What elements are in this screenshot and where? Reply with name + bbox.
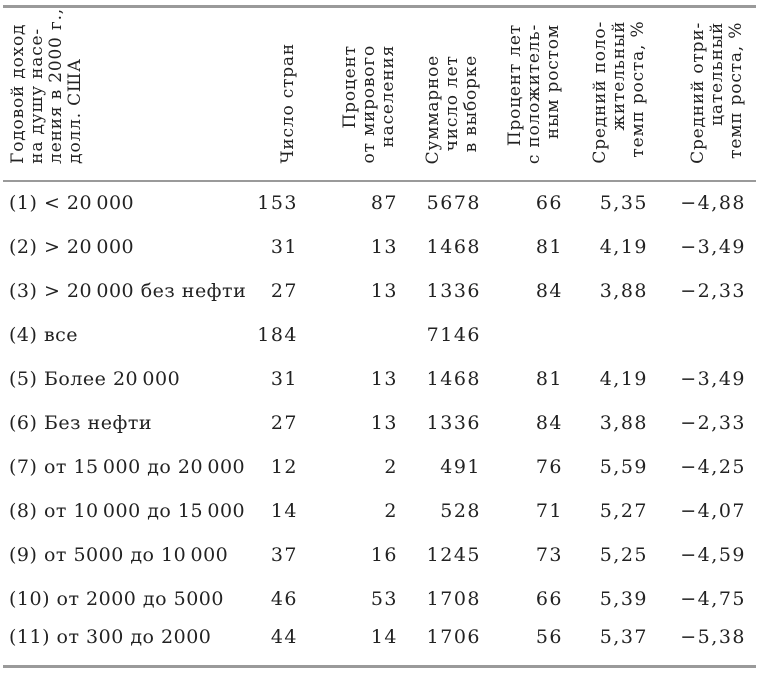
column-header-line: Средний отри- [688,22,708,164]
column-header-pct-years-positive-growth [491,8,573,181]
table-cell: 13 [370,235,398,258]
table-cell: 66 [535,587,563,610]
table-cell: 1708 [426,587,481,610]
table-cell: 66 [535,192,563,215]
table-cell: 4,19 [599,367,648,390]
table-cell: 1468 [426,235,481,258]
row-label: (5) Более 20 000 [9,367,181,390]
table-row [3,357,756,401]
table-cell: 27 [270,279,298,302]
table-cell: 12 [270,455,298,478]
table-row [3,401,756,445]
rotated-header-text [424,55,481,164]
column-header-avg-positive-growth-rate [573,8,658,181]
data-table [3,8,756,665]
table-cell: −2,33 [680,411,746,434]
table-cell: 184 [257,323,298,346]
table-row [3,577,756,621]
row-label: (3) > 20 000 без нефти [9,279,247,302]
table-cell: 5,37 [599,625,648,648]
table-cell: −4,07 [680,499,746,522]
table-cell: 3,88 [599,411,648,434]
row-label: (6) Без нефти [9,411,153,434]
table-row [3,621,756,665]
table-cell: 13 [370,279,398,302]
row-label: (10) от 2000 до 5000 [9,587,224,610]
table-cell: −4,25 [680,455,746,478]
column-header-line: жительный [609,21,629,132]
table-cell: 5,39 [599,587,648,610]
table-cell: −5,38 [680,625,746,648]
table-cell: 46 [270,587,298,610]
table-cell: −4,75 [680,587,746,610]
table-cell: 14 [270,499,298,522]
column-header-num-countries [248,8,308,181]
rotated-header-text [591,21,648,164]
rotated-header-text [9,8,85,164]
table-cell: 1245 [426,543,481,566]
row-label: (1) < 20 000 [9,192,135,215]
table-cell: 153 [257,192,298,215]
table-row [3,225,756,269]
income-growth-table [3,5,756,668]
column-header-line: населения [378,45,398,148]
column-header-line: Число стран [278,43,298,164]
table-cell: 37 [270,543,298,566]
table-cell: 5,25 [599,543,648,566]
table-cell: 1336 [426,279,481,302]
table-row [3,181,756,225]
table-cell: 1468 [426,367,481,390]
column-header-line: число лет [442,54,462,151]
table-cell: 44 [270,625,298,648]
table-cell [308,313,408,357]
rotated-header-text [279,43,298,164]
column-header-pct-world-population [308,8,408,181]
rotated-header-text [689,22,746,164]
table-cell: 5,27 [599,499,648,522]
table-cell: 5678 [426,192,481,215]
column-header-line: долл. США [65,58,85,164]
column-header-line: ления в 2000 г., [46,8,66,164]
table-row [3,489,756,533]
row-label: (2) > 20 000 [9,235,135,258]
table-cell: 2 [384,499,398,522]
table-cell [658,313,756,357]
table-cell [491,313,573,357]
column-header-line: на душу насе- [27,28,47,164]
table-row [3,313,756,357]
table-cell: 84 [535,279,563,302]
column-header-line: темп роста, % [628,21,648,159]
table-cell: 491 [440,455,481,478]
rotated-header-text [341,45,398,163]
column-header-line: Средний поло- [590,21,610,164]
table-cell: 76 [535,455,563,478]
table-cell: 27 [270,411,298,434]
table-cell: 7146 [426,323,481,346]
row-label: (11) от 300 до 2000 [9,625,212,648]
column-header-line: с положитель- [524,23,544,164]
table-cell [573,313,658,357]
table-cell: 3,88 [599,279,648,302]
table-cell: 4,19 [599,235,648,258]
table-cell: 81 [535,367,563,390]
table-cell: 13 [370,367,398,390]
column-header-total-years-in-sample [408,8,491,181]
column-header-line: от мирового [359,45,379,164]
row-label: (8) от 10 000 до 15 000 [9,499,246,522]
table-cell: −4,88 [680,192,746,215]
table-cell: 14 [370,625,398,648]
table-cell: 1706 [426,625,481,648]
table-cell: 13 [370,411,398,434]
table-row [3,269,756,313]
row-label: (9) от 5000 до 10 000 [9,543,229,566]
table-cell: 1336 [426,411,481,434]
column-header-income-band [3,8,248,181]
table-cell: −2,33 [680,279,746,302]
table-cell: 87 [370,192,398,215]
column-header-line: Процент [340,45,360,129]
column-header-line: Суммарное [423,54,443,164]
table-cell: −3,49 [680,367,746,390]
column-header-line: Годовой доход [8,23,28,164]
column-header-line: Процент лет [505,23,525,146]
table-cell: 2 [384,455,398,478]
row-label: (4) все [9,323,79,346]
table-row [3,445,756,489]
table-cell: 528 [440,499,481,522]
table-cell: 53 [370,587,398,610]
row-label: (7) от 15 000 до 20 000 [9,455,246,478]
table-cell: 5,59 [599,455,648,478]
table-cell: 5,35 [599,192,648,215]
column-header-line: ным ростом [543,23,563,139]
column-header-line: в выборке [461,54,481,152]
table-cell: −3,49 [680,235,746,258]
table-body [3,181,756,665]
table-cell: 73 [535,543,563,566]
rotated-header-text [506,24,563,164]
table-cell: 31 [270,235,298,258]
table-cell: −4,59 [680,543,746,566]
column-header-avg-negative-growth-rate [658,8,756,181]
column-header-line: темп роста, % [726,22,746,159]
table-cell: 56 [535,625,563,648]
table-cell: 31 [270,367,298,390]
table-cell: 71 [535,499,563,522]
column-header-line: цательный [707,22,727,126]
table-row [3,533,756,577]
table-cell: 84 [535,411,563,434]
table-cell: 16 [370,543,398,566]
table-cell: 81 [535,235,563,258]
table-header-row [3,8,756,181]
